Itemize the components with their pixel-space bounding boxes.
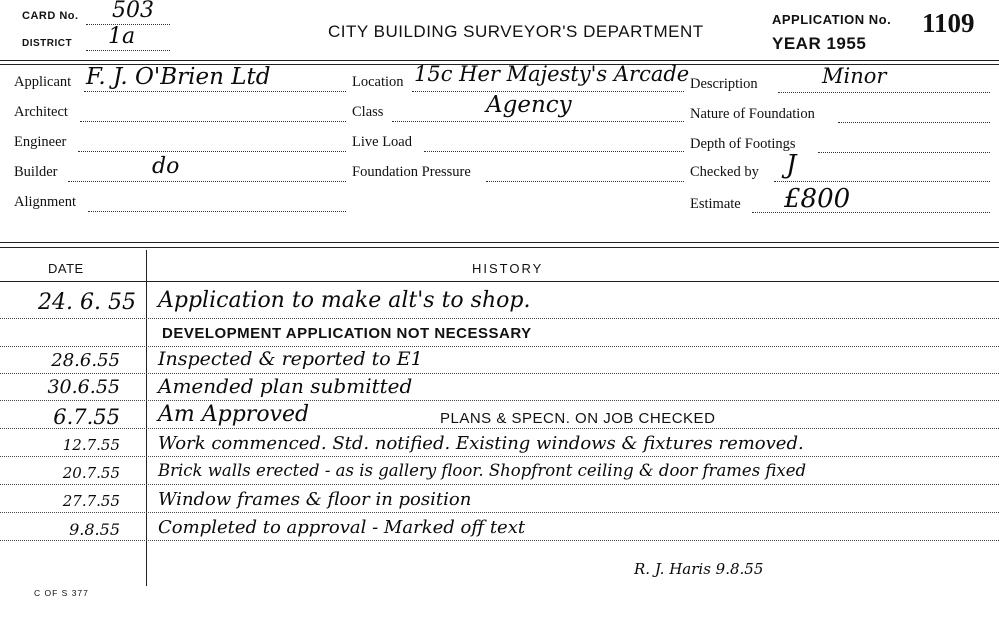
history-text: Work commenced. Std. notified. Existing windows & fixtures removed. xyxy=(158,433,804,454)
nature-of-foundation-label: Nature of Foundation xyxy=(690,106,815,122)
department-title: CITY BUILDING SURVEYOR'S DEPARTMENT xyxy=(328,22,704,41)
location-value: 15c Her Majesty's Arcade xyxy=(414,62,690,86)
checked-by-label: Checked by xyxy=(690,164,759,180)
description-line xyxy=(778,92,990,93)
checked-by-line xyxy=(774,181,990,182)
estimate-value: £800 xyxy=(784,184,851,214)
depth-of-footings-label: Depth of Footings xyxy=(690,136,796,152)
history-date: 9.8.55 xyxy=(69,520,120,539)
history-date: 6.7.55 xyxy=(53,405,120,429)
builder-value: do xyxy=(152,154,180,179)
history-row-line xyxy=(0,512,999,513)
applicant-value: F. J. O'Brien Ltd xyxy=(86,64,271,90)
history-date: 20.7.55 xyxy=(62,464,120,482)
history-date: 27.7.55 xyxy=(62,492,120,510)
history-text: Completed to approval - Marked off text xyxy=(158,517,526,538)
builder-label: Builder xyxy=(14,164,58,180)
district-label: DISTRICT xyxy=(22,38,73,49)
applicant-line xyxy=(84,91,346,92)
history-row-line xyxy=(0,346,999,347)
card-number: 503 xyxy=(112,0,154,23)
history-text: Inspected & reported to E1 xyxy=(158,348,423,370)
history-row-line xyxy=(0,484,999,485)
fields-rule-bottom xyxy=(0,247,999,248)
card-label: CARD No. xyxy=(22,10,79,22)
signature: R. J. Haris 9.8.55 xyxy=(634,560,764,578)
header-rule-top xyxy=(0,60,999,61)
year-label: YEAR 1955 xyxy=(772,34,867,53)
class-value: Agency xyxy=(486,92,572,118)
architect-label: Architect xyxy=(14,104,68,120)
estimate-label: Estimate xyxy=(690,196,741,212)
depth-of-footings-line xyxy=(818,152,990,153)
alignment-line xyxy=(88,211,346,212)
description-value: Minor xyxy=(822,64,887,88)
history-row-line xyxy=(0,318,999,319)
applicant-label: Applicant xyxy=(14,74,72,90)
class-label: Class xyxy=(352,104,384,120)
plans-checked-stamp: PLANS & SPECN. ON JOB CHECKED xyxy=(440,410,716,427)
foundation-pressure-label: Foundation Pressure xyxy=(352,164,471,180)
builder-line xyxy=(68,181,346,182)
engineer-label: Engineer xyxy=(14,134,67,150)
history-header-rule xyxy=(0,281,999,282)
live-load-line xyxy=(424,151,684,152)
history-text: Amended plan submitted xyxy=(158,374,413,398)
history-column-header: HISTORY xyxy=(472,261,544,276)
history-date: 28.6.55 xyxy=(51,350,120,371)
checked-by-value: J xyxy=(786,150,797,180)
history-text: Window frames & floor in position xyxy=(158,489,472,510)
form-code: C OF S 377 xyxy=(34,588,89,598)
date-column-divider xyxy=(146,250,147,586)
date-column-header: DATE xyxy=(48,261,84,276)
class-line xyxy=(392,121,684,122)
history-row-line xyxy=(0,428,999,429)
history-text: Application to make alt's to shop. xyxy=(158,288,531,313)
nature-of-foundation-line xyxy=(838,122,990,123)
engineer-line xyxy=(78,151,346,152)
application-number: 1109 xyxy=(922,8,975,38)
history-row-line xyxy=(0,540,999,541)
history-row-line xyxy=(0,400,999,401)
fields-rule-top xyxy=(0,242,999,243)
district-line xyxy=(86,50,170,51)
district-value: 1a xyxy=(108,24,136,49)
history-text: Brick walls erected - as is gallery floor. Shopfront ceiling & door frames fixed xyxy=(158,461,807,480)
history-date: 24. 6. 55 xyxy=(38,290,136,315)
history-row-line xyxy=(0,456,999,457)
development-stamp: DEVELOPMENT APPLICATION NOT NECESSARY xyxy=(162,325,532,342)
history-date: 30.6.55 xyxy=(47,376,120,398)
application-label: APPLICATION No. xyxy=(772,12,892,27)
live-load-label: Live Load xyxy=(352,134,412,150)
foundation-pressure-line xyxy=(486,181,684,182)
architect-line xyxy=(80,121,346,122)
description-label: Description xyxy=(690,76,758,92)
alignment-label: Alignment xyxy=(14,194,77,210)
history-row-line xyxy=(0,373,999,374)
history-date: 12.7.55 xyxy=(62,436,120,454)
history-text: Am Approved xyxy=(158,402,310,427)
location-label: Location xyxy=(352,74,404,90)
